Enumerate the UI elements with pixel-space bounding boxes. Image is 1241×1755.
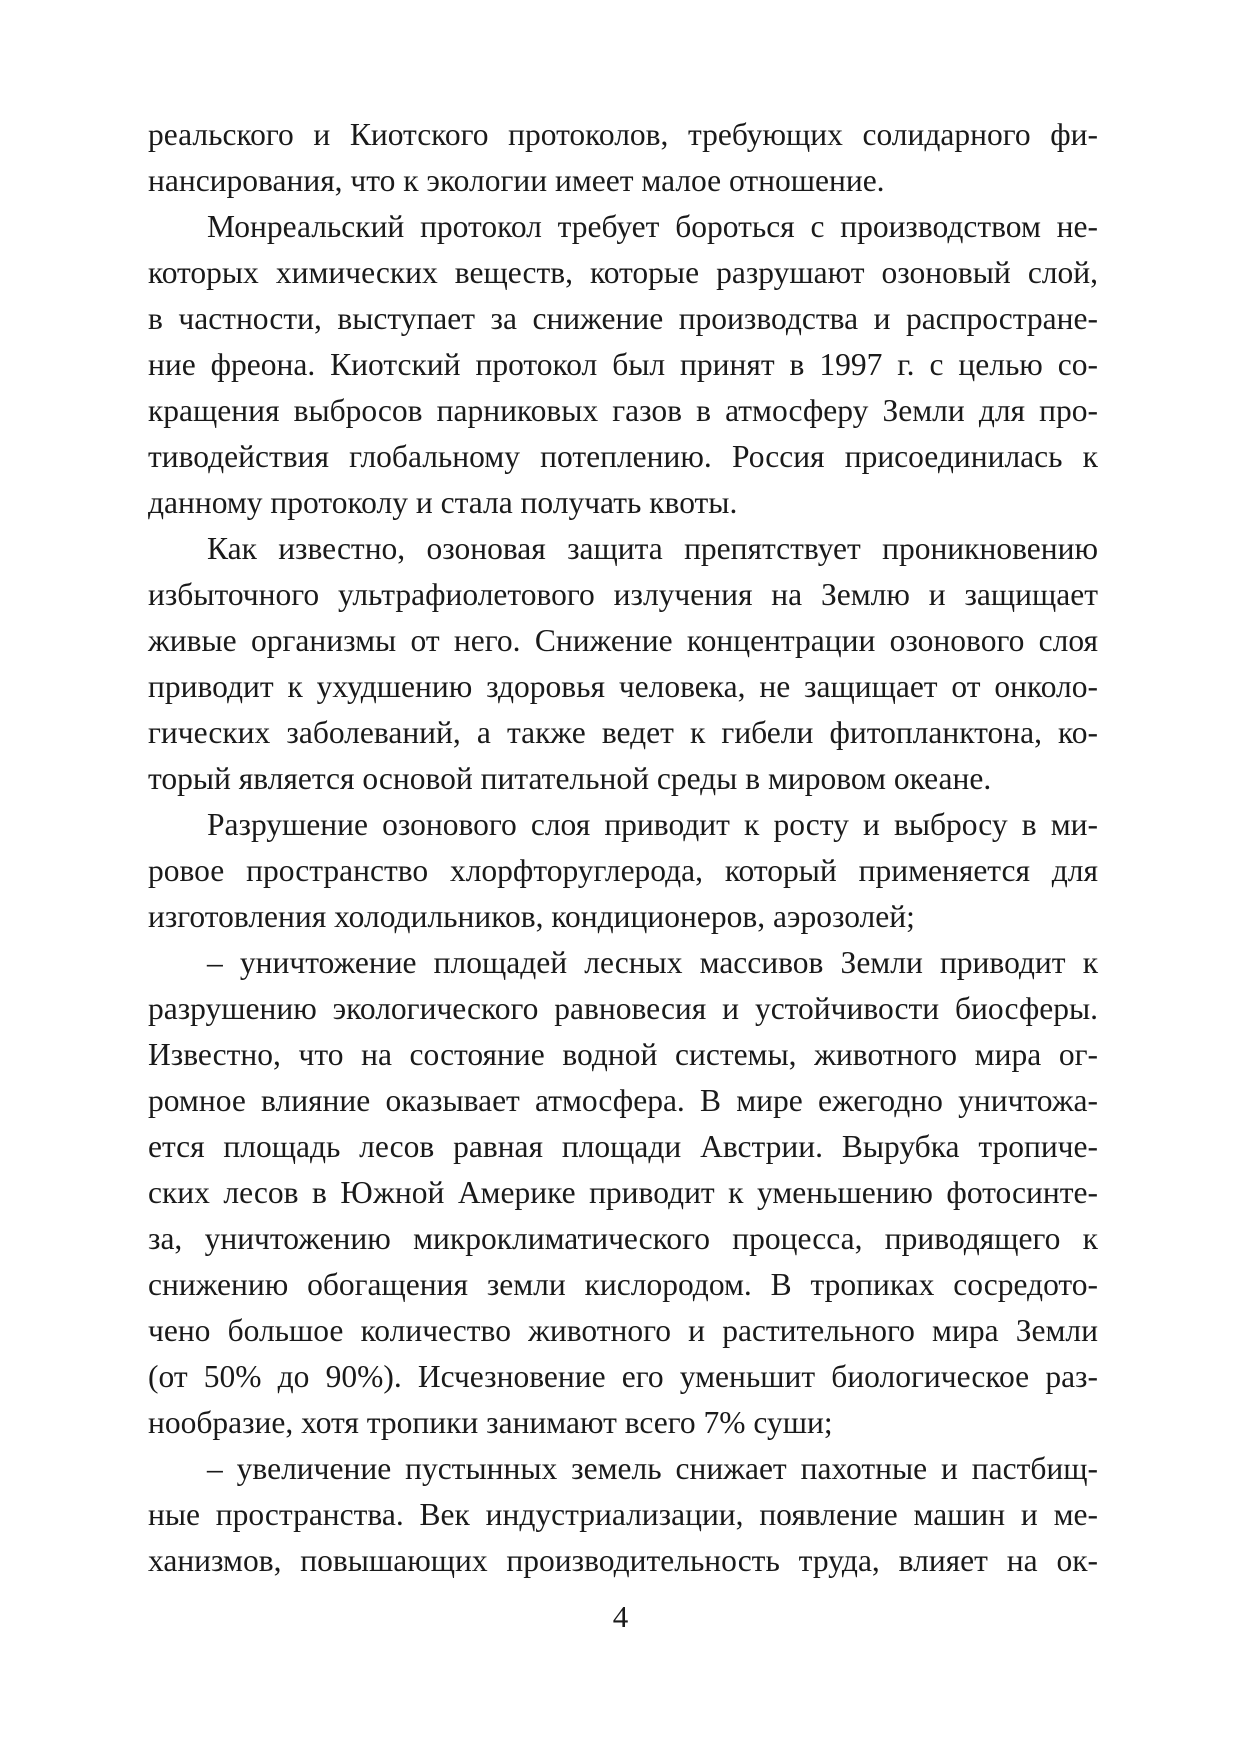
text-line: торый является основой питательной среды в мировом океане. — [148, 761, 992, 796]
text-line: снижению обогащения земли кислородом. В тропиках сосредото- — [148, 1267, 1098, 1302]
text-line: тиводействия глобальному потеплению. Россия присоединилась к — [148, 439, 1098, 474]
text-line: ется площадь лесов равная площади Австрии. Вырубка тропиче- — [148, 1129, 1098, 1164]
text-line: Известно, что на состояние водной системы, животного мира ог- — [148, 1037, 1098, 1072]
text-line: (от 50% до 90%). Исчезновение его уменьшит биологическое раз- — [148, 1359, 1098, 1394]
text-line: живые организмы от него. Снижение концентрации озонового слоя — [148, 623, 1098, 658]
text-line: ные пространства. Век индустриализации, появление машин и ме- — [148, 1497, 1098, 1532]
text-line: данному протоколу и стала получать квоты. — [148, 485, 738, 520]
text-line: избыточного ультрафиолетового излучения на Землю и защищает — [148, 577, 1098, 612]
text-line: Монреальский протокол требует бороться с производством не- — [207, 209, 1098, 244]
text-line: ромное влияние оказывает атмосфера. В мире ежегодно уничтожа- — [148, 1083, 1098, 1118]
text-line: – уничтожение площадей лесных массивов Земли приводит к — [207, 945, 1098, 980]
text-line: которых химических веществ, которые разрушают озоновый слой, — [148, 255, 1098, 290]
text-line: – увеличение пустынных земель снижает пахотные и пастбищ- — [207, 1451, 1098, 1486]
text-line: ханизмов, повышающих производительность труда, влияет на ок- — [148, 1543, 1098, 1578]
text-line: нансирования, что к экологии имеет малое отношение. — [148, 163, 885, 198]
body-text — [148, 112, 1098, 1584]
text-line: реальского и Киотского протоколов, требующих солидарного фи- — [148, 117, 1098, 152]
text-line: изготовления холодильников, кондиционеров, аэрозолей; — [148, 899, 915, 934]
text-line: Разрушение озонового слоя приводит к росту и выбросу в ми- — [207, 807, 1098, 842]
text-line: нообразие, хотя тропики занимают всего 7% суши; — [148, 1405, 833, 1440]
text-line: ние фреона. Киотский протокол был принят в 1997 г. с целью со- — [148, 347, 1098, 382]
text-line: чено большое количество животного и растительного мира Земли — [148, 1313, 1098, 1348]
text-line: приводит к ухудшению здоровья человека, не защищает от онколо- — [148, 669, 1098, 704]
text-line: Как известно, озоновая защита препятствует проникновению — [207, 531, 1098, 566]
text-line: ровое пространство хлорфторуглерода, который применяется для — [148, 853, 1098, 888]
text-line: за, уничтожению микроклиматического процесса, приводящего к — [148, 1221, 1098, 1256]
text-line: гических заболеваний, а также ведет к гибели фитопланктона, ко- — [148, 715, 1098, 750]
text-line: разрушению экологического равновесия и устойчивости биосферы. — [148, 991, 1098, 1026]
text-line: в частности, выступает за снижение производства и распростране- — [148, 301, 1098, 336]
text-line: кращения выбросов парниковых газов в атмосферу Земли для про- — [148, 393, 1098, 428]
text-line: ских лесов в Южной Америке приводит к уменьшению фотосинте- — [148, 1175, 1098, 1210]
page-number: 4 — [612, 1599, 629, 1634]
